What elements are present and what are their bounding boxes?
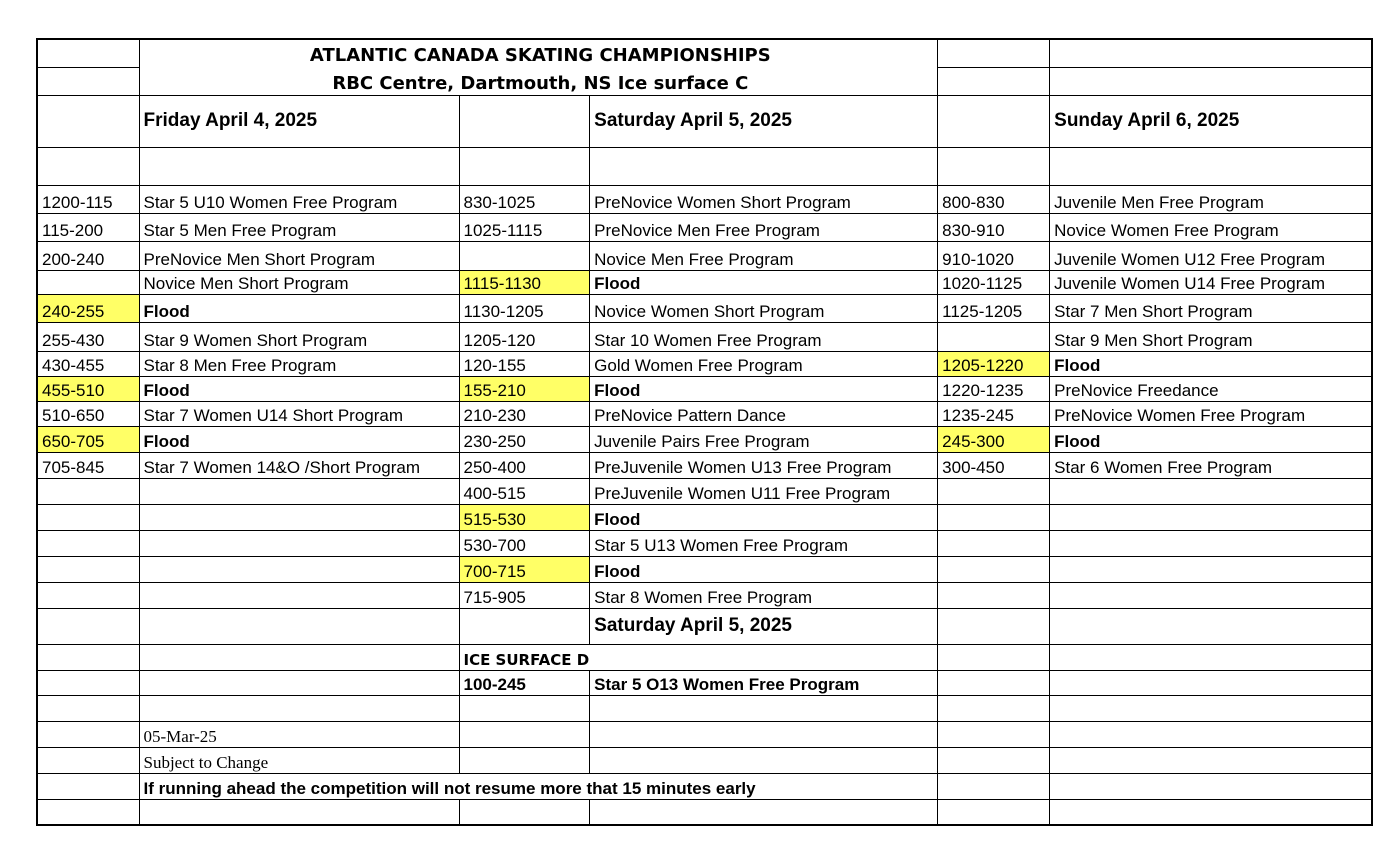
saturday-time: 1130-1205 (459, 294, 590, 322)
friday-event: Star 9 Women Short Program (139, 322, 459, 351)
sunday-event: Flood (1050, 426, 1372, 452)
cell (459, 147, 590, 185)
cell (37, 670, 139, 695)
schedule-row (37, 426, 1372, 452)
saturday-event: PreJuvenile Women U11 Free Program (590, 478, 938, 504)
saturday-event: PreNovice Pattern Dance (590, 401, 938, 426)
schedule-row (37, 670, 1372, 695)
friday-time: 240-255 (37, 294, 139, 322)
friday-event (139, 582, 459, 608)
sunday-time (938, 478, 1050, 504)
sunday-event (1050, 504, 1372, 530)
cell (459, 608, 590, 644)
sunday-time: 1125-1205 (938, 294, 1050, 322)
sunday-event: Novice Women Free Program (1050, 213, 1372, 241)
sunday-event (1050, 530, 1372, 556)
schedule-row (37, 376, 1372, 401)
schedule-row (37, 582, 1372, 608)
day-header-saturday: Saturday April 5, 2025 (590, 95, 938, 147)
cell (938, 670, 1050, 695)
schedule-sheet (36, 38, 1373, 826)
saturday-event: Star 8 Women Free Program (590, 582, 938, 608)
cell (37, 147, 139, 185)
schedule-row (37, 185, 1372, 213)
cell (938, 67, 1050, 95)
sunday-event (1050, 582, 1372, 608)
saturday-time: 400-515 (459, 478, 590, 504)
schedule-row (37, 695, 1372, 721)
page-title: ATLANTIC CANADA SKATING CHAMPIONSHIPS (139, 39, 938, 67)
friday-event (139, 556, 459, 582)
saturday-event: PreNovice Men Free Program (590, 213, 938, 241)
schedule-body (37, 39, 1372, 825)
cell (37, 95, 139, 147)
saturday-time: 1115-1130 (459, 270, 590, 294)
cell (37, 747, 139, 773)
friday-time (37, 556, 139, 582)
cell (139, 147, 459, 185)
cell (1050, 147, 1372, 185)
friday-time: 455-510 (37, 376, 139, 401)
friday-time (37, 478, 139, 504)
sunday-time: 910-1020 (938, 241, 1050, 270)
saturday-time: 830-1025 (459, 185, 590, 213)
cell (37, 608, 139, 644)
cell (590, 695, 938, 721)
sunday-time (938, 556, 1050, 582)
saturday-time: 1025-1115 (459, 213, 590, 241)
sunday-time: 245-300 (938, 426, 1050, 452)
friday-event: Flood (139, 376, 459, 401)
friday-event: Flood (139, 294, 459, 322)
friday-time: 1200-115 (37, 185, 139, 213)
day-header-sunday: Sunday April 6, 2025 (1050, 95, 1372, 147)
sunday-time: 1220-1235 (938, 376, 1050, 401)
saturday-time (459, 241, 590, 270)
cell (37, 773, 139, 799)
friday-time (37, 504, 139, 530)
sunday-event: Star 9 Men Short Program (1050, 322, 1372, 351)
friday-event (139, 530, 459, 556)
friday-time (37, 270, 139, 294)
sunday-time (938, 322, 1050, 351)
cell (590, 799, 938, 825)
friday-time (37, 530, 139, 556)
saturday-time: 230-250 (459, 426, 590, 452)
schedule-row (37, 504, 1372, 530)
saturday-event: Juvenile Pairs Free Program (590, 426, 938, 452)
sunday-time: 300-450 (938, 452, 1050, 478)
cell (459, 95, 590, 147)
surface-d-label: ICE SURFACE D (459, 644, 590, 670)
schedule-row (37, 773, 1372, 799)
cell (1050, 39, 1372, 67)
sunday-event: PreNovice Freedance (1050, 376, 1372, 401)
cell (1050, 721, 1372, 747)
sunday-time: 1235-245 (938, 401, 1050, 426)
sunday-time: 1020-1125 (938, 270, 1050, 294)
friday-time: 430-455 (37, 351, 139, 376)
cell (459, 695, 590, 721)
schedule-row (37, 241, 1372, 270)
friday-event (139, 504, 459, 530)
saturday-event: Flood (590, 504, 938, 530)
cell (1050, 773, 1372, 799)
schedule-row (37, 351, 1372, 376)
cell (938, 95, 1050, 147)
saturday-time: 155-210 (459, 376, 590, 401)
revision-date: 05-Mar-25 (139, 721, 459, 747)
cell (590, 747, 938, 773)
schedule-row (37, 401, 1372, 426)
cell (139, 608, 459, 644)
cell (459, 747, 590, 773)
sunday-event: Juvenile Women U12 Free Program (1050, 241, 1372, 270)
saturday-time: 250-400 (459, 452, 590, 478)
cell (139, 644, 459, 670)
cell (938, 747, 1050, 773)
cell (938, 147, 1050, 185)
cell (139, 670, 459, 695)
cell (938, 39, 1050, 67)
sunday-time: 800-830 (938, 185, 1050, 213)
sunday-event: Flood (1050, 351, 1372, 376)
surface-d-event: Star 5 O13 Women Free Program (590, 670, 938, 695)
saturday-time: 700-715 (459, 556, 590, 582)
cell (938, 773, 1050, 799)
cell (590, 147, 938, 185)
saturday-time: 715-905 (459, 582, 590, 608)
schedule-row (37, 530, 1372, 556)
saturday-time: 120-155 (459, 351, 590, 376)
friday-event: Star 5 Men Free Program (139, 213, 459, 241)
saturday-event: PreNovice Women Short Program (590, 185, 938, 213)
cell (37, 67, 139, 95)
sunday-event: Juvenile Men Free Program (1050, 185, 1372, 213)
friday-event: Star 7 Women 14&O /Short Program (139, 452, 459, 478)
schedule-row (37, 608, 1372, 644)
friday-event: Flood (139, 426, 459, 452)
cell (1050, 644, 1372, 670)
saturday-time: 210-230 (459, 401, 590, 426)
schedule-row (37, 747, 1372, 773)
sunday-event (1050, 556, 1372, 582)
cell (938, 721, 1050, 747)
cell (1050, 67, 1372, 95)
schedule-row (37, 478, 1372, 504)
schedule-row (37, 721, 1372, 747)
sunday-event: Juvenile Women U14 Free Program (1050, 270, 1372, 294)
sunday-time (938, 504, 1050, 530)
schedule-row (37, 452, 1372, 478)
saturday-event: Flood (590, 270, 938, 294)
friday-time: 705-845 (37, 452, 139, 478)
saturday-time: 1205-120 (459, 322, 590, 351)
surface-d-day-header: Saturday April 5, 2025 (590, 608, 938, 644)
friday-time: 200-240 (37, 241, 139, 270)
cell (1050, 695, 1372, 721)
cell (139, 799, 459, 825)
cell (459, 721, 590, 747)
saturday-event: Gold Women Free Program (590, 351, 938, 376)
saturday-event: Flood (590, 376, 938, 401)
schedule-row (37, 213, 1372, 241)
cell (37, 799, 139, 825)
cell (938, 799, 1050, 825)
cell (459, 799, 590, 825)
cell (1050, 799, 1372, 825)
sunday-time: 830-910 (938, 213, 1050, 241)
day-header-friday: Friday April 4, 2025 (139, 95, 459, 147)
cell (938, 644, 1050, 670)
saturday-event: Flood (590, 556, 938, 582)
cell (938, 608, 1050, 644)
sunday-event: Star 6 Women Free Program (1050, 452, 1372, 478)
cell (1050, 608, 1372, 644)
change-note: Subject to Change (139, 747, 459, 773)
sunday-time (938, 530, 1050, 556)
cell (590, 644, 938, 670)
saturday-event: Star 5 U13 Women Free Program (590, 530, 938, 556)
cell (37, 721, 139, 747)
saturday-time: 530-700 (459, 530, 590, 556)
cell (37, 39, 139, 67)
sunday-time (938, 582, 1050, 608)
saturday-event: Star 10 Women Free Program (590, 322, 938, 351)
sunday-event: PreNovice Women Free Program (1050, 401, 1372, 426)
friday-event: PreNovice Men Short Program (139, 241, 459, 270)
friday-event: Star 5 U10 Women Free Program (139, 185, 459, 213)
saturday-event: Novice Men Free Program (590, 241, 938, 270)
cell (938, 695, 1050, 721)
cell (139, 695, 459, 721)
friday-time: 255-430 (37, 322, 139, 351)
friday-event (139, 478, 459, 504)
cell (590, 721, 938, 747)
friday-event: Star 8 Men Free Program (139, 351, 459, 376)
sunday-event: Star 7 Men Short Program (1050, 294, 1372, 322)
schedule-row (37, 644, 1372, 670)
friday-time: 510-650 (37, 401, 139, 426)
friday-event: Star 7 Women U14 Short Program (139, 401, 459, 426)
friday-time: 115-200 (37, 213, 139, 241)
schedule-row (37, 799, 1372, 825)
schedule-row (37, 294, 1372, 322)
early-resume-warning: If running ahead the competition will not resume more that 15 minutes early (139, 773, 938, 799)
friday-time: 650-705 (37, 426, 139, 452)
schedule-row (37, 556, 1372, 582)
sunday-event (1050, 478, 1372, 504)
sunday-time: 1205-1220 (938, 351, 1050, 376)
cell (37, 695, 139, 721)
venue-subtitle: RBC Centre, Dartmouth, NS Ice surface C (139, 67, 938, 95)
saturday-event: Novice Women Short Program (590, 294, 938, 322)
schedule-row (37, 270, 1372, 294)
surface-d-time: 100-245 (459, 670, 590, 695)
saturday-time: 515-530 (459, 504, 590, 530)
cell (37, 644, 139, 670)
saturday-event: PreJuvenile Women U13 Free Program (590, 452, 938, 478)
cell (1050, 747, 1372, 773)
friday-time (37, 582, 139, 608)
schedule-row (37, 322, 1372, 351)
friday-event: Novice Men Short Program (139, 270, 459, 294)
cell (1050, 670, 1372, 695)
